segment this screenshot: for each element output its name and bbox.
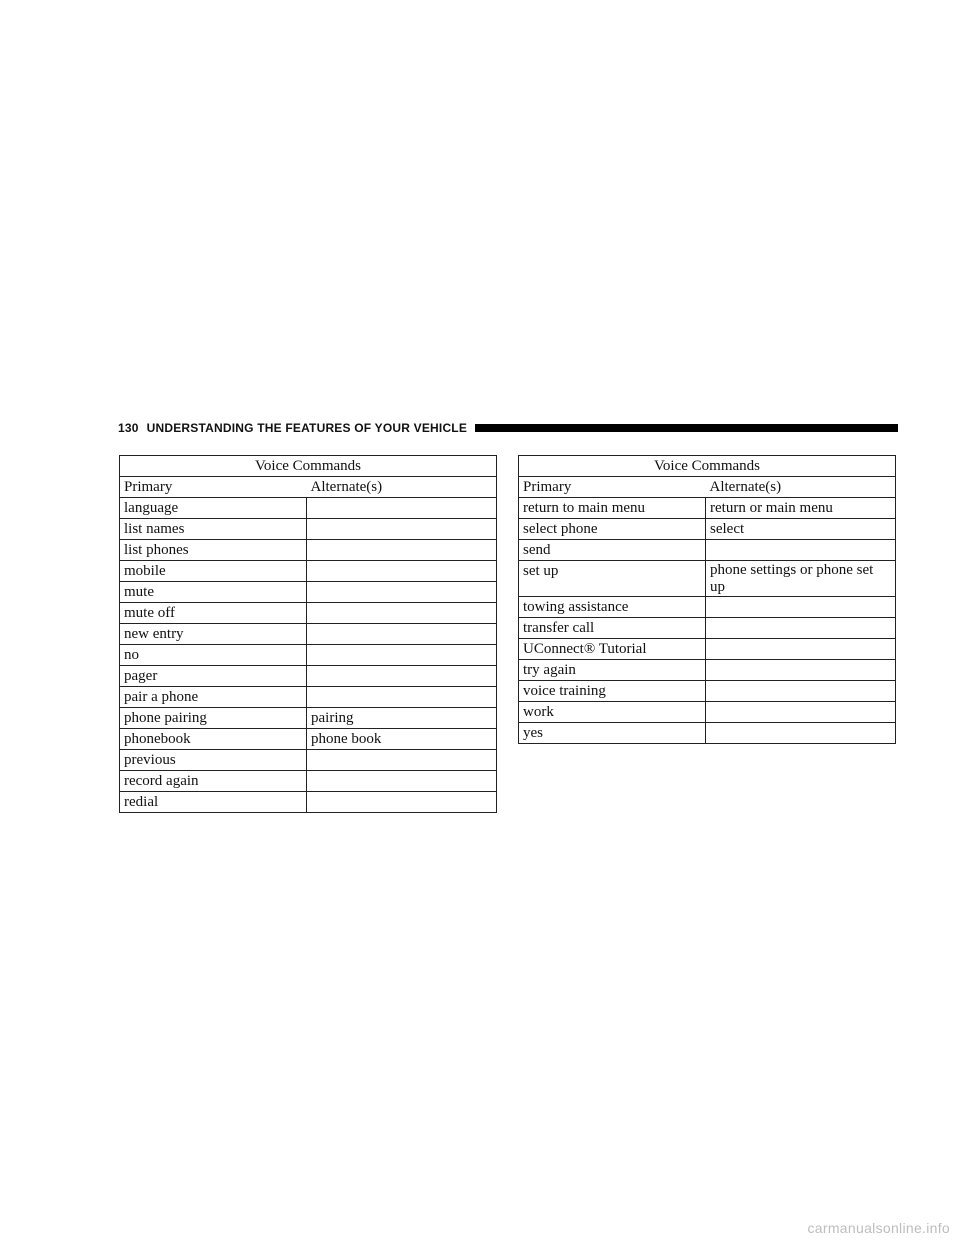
primary-command-cell: no	[120, 645, 307, 666]
alternate-command-cell	[307, 603, 497, 624]
primary-command-cell: phonebook	[120, 729, 307, 750]
table-row	[519, 660, 896, 681]
primary-command-cell: new entry	[120, 624, 307, 645]
table-row	[519, 723, 896, 744]
table-row	[120, 708, 497, 729]
table-row	[519, 618, 896, 639]
section-title: UNDERSTANDING THE FEATURES OF YOUR VEHICLE	[146, 421, 468, 435]
table-title-row	[519, 456, 896, 477]
alternate-command-cell	[307, 540, 497, 561]
table-row	[120, 750, 497, 771]
header-rule	[475, 424, 898, 432]
alternate-command-cell	[706, 681, 896, 702]
column-header-alternates: Alternate(s)	[307, 477, 497, 498]
table-row	[120, 645, 497, 666]
alternate-command-cell	[307, 666, 497, 687]
primary-command-cell: list phones	[120, 540, 307, 561]
alternate-command-cell	[706, 618, 896, 639]
column-header-primary: Primary	[519, 477, 706, 498]
watermark: carmanualsonline.info	[807, 1220, 950, 1236]
primary-command-cell: pager	[120, 666, 307, 687]
primary-command-cell: redial	[120, 792, 307, 813]
alternate-command-cell	[706, 639, 896, 660]
table-title: Voice Commands	[120, 456, 497, 477]
table-row	[120, 519, 497, 540]
alternate-command-cell: pairing	[307, 708, 497, 729]
column-header-primary: Primary	[120, 477, 307, 498]
alternate-command-cell	[307, 582, 497, 603]
table-row	[120, 498, 497, 519]
alternate-command-cell	[706, 540, 896, 561]
alternate-command-cell	[307, 750, 497, 771]
primary-command-cell: UConnect® Tutorial	[519, 639, 706, 660]
alternate-command-cell	[307, 771, 497, 792]
table-row	[519, 597, 896, 618]
primary-command-cell: send	[519, 540, 706, 561]
alternate-command-cell	[307, 624, 497, 645]
primary-command-cell: list names	[120, 519, 307, 540]
alternate-command-cell	[307, 519, 497, 540]
table-row	[120, 540, 497, 561]
table-header-row	[120, 477, 497, 498]
primary-command-cell: set up	[519, 561, 706, 597]
voice-commands-table-left	[119, 455, 497, 813]
alternate-command-cell: select	[706, 519, 896, 540]
primary-command-cell: work	[519, 702, 706, 723]
alternate-command-cell	[706, 723, 896, 744]
table-row	[120, 687, 497, 708]
table-row	[519, 540, 896, 561]
primary-command-cell: mute off	[120, 603, 307, 624]
alternate-command-cell: return or main menu	[706, 498, 896, 519]
primary-command-cell: previous	[120, 750, 307, 771]
page-header	[118, 420, 898, 436]
table-title: Voice Commands	[519, 456, 896, 477]
primary-command-cell: pair a phone	[120, 687, 307, 708]
table-row	[120, 771, 497, 792]
table-row	[120, 792, 497, 813]
table-row	[120, 603, 497, 624]
page-number: 130	[118, 421, 139, 435]
primary-command-cell: yes	[519, 723, 706, 744]
table-row	[519, 702, 896, 723]
table-row	[120, 582, 497, 603]
alternate-command-cell	[307, 561, 497, 582]
alternate-command-cell: phone settings or phone set up	[706, 561, 896, 597]
alternate-command-cell	[706, 702, 896, 723]
alternate-command-cell	[307, 687, 497, 708]
primary-command-cell: towing assistance	[519, 597, 706, 618]
table-row	[519, 681, 896, 702]
table-row	[120, 624, 497, 645]
primary-command-cell: phone pairing	[120, 708, 307, 729]
table-row	[519, 498, 896, 519]
table-row	[519, 639, 896, 660]
primary-command-cell: mute	[120, 582, 307, 603]
alternate-command-cell	[706, 660, 896, 681]
table-title-row	[120, 456, 497, 477]
alternate-command-cell	[307, 645, 497, 666]
column-header-alternates: Alternate(s)	[706, 477, 896, 498]
primary-command-cell: return to main menu	[519, 498, 706, 519]
voice-commands-table-right	[518, 455, 896, 744]
primary-command-cell: language	[120, 498, 307, 519]
primary-command-cell: record again	[120, 771, 307, 792]
alternate-command-cell	[307, 792, 497, 813]
table-row	[120, 666, 497, 687]
primary-command-cell: try again	[519, 660, 706, 681]
table-header-row	[519, 477, 896, 498]
alternate-command-cell	[307, 498, 497, 519]
primary-command-cell: voice training	[519, 681, 706, 702]
alternate-command-cell	[706, 597, 896, 618]
table-row	[120, 561, 497, 582]
table-row	[519, 561, 896, 597]
table-row	[120, 729, 497, 750]
primary-command-cell: select phone	[519, 519, 706, 540]
table-row	[519, 519, 896, 540]
primary-command-cell: mobile	[120, 561, 307, 582]
primary-command-cell: transfer call	[519, 618, 706, 639]
alternate-command-cell: phone book	[307, 729, 497, 750]
